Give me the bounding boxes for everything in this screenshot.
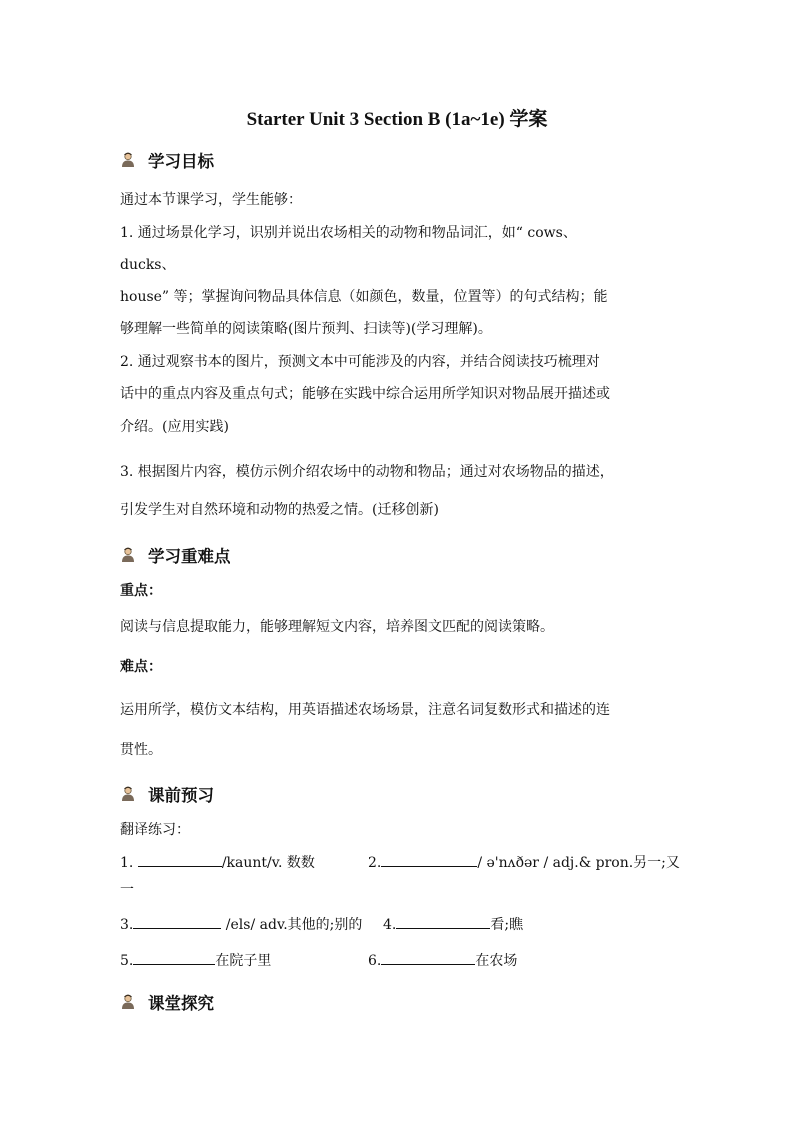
exercise-prompt: 看;瞧 [490,917,524,933]
exercise-3 [120,914,362,935]
exercise-2-wrap: 一 [120,882,134,898]
person-icon [120,152,136,168]
answer-blank[interactable] [381,950,475,965]
page-title: Starter Unit 3 Section B (1a~1e) 学案 [246,109,548,130]
exercise-prompt: /kaunt/v. 数数 [221,855,315,871]
person-icon [120,994,136,1010]
section-heading-text: 学习目标 [148,152,214,171]
goal-1-line-1: 1. 通过场景化学习，识别并说出农场相关的动物和物品词汇，如“ cows、 [120,225,577,241]
section-heading-goals [120,148,214,172]
exercise-number: 5. [120,953,134,969]
difficulty-line-1: 运用所学，模仿文本结构，用英语描述农场场景，注意名词复数形式和描述的连 [120,702,610,718]
exercise-6 [368,950,517,971]
exercise-2 [368,852,680,873]
goal-2-line-3: 介绍。(应用实践) [120,419,229,435]
goal-1-line-3: house” 等；掌握询问物品具体信息（如颜色，数量，位置等）的句式结构；能 [120,289,608,305]
answer-blank[interactable] [396,914,490,929]
exercise-prompt: 在农场 [475,953,518,969]
exercise-prompt: 在院子里 [215,953,272,969]
exercise-number: 6. [368,953,382,969]
goal-2-line-2: 话中的重点内容及重点句式；能够在实践中综合运用所学知识对物品展开描述或 [120,386,610,402]
person-icon [120,786,136,802]
section-heading-text: 课前预习 [148,786,214,805]
answer-blank[interactable] [133,914,221,929]
exercise-number: 4. [383,917,397,933]
goal-1-line-2: ducks、 [120,257,176,273]
exercise-prompt: / ə'nʌðər / adj.& pron.另一;又 [477,855,680,871]
difficulty-line-2: 贯性。 [120,742,162,758]
answer-blank[interactable] [133,950,215,965]
goals-intro: 通过本节课学习，学生能够： [120,192,302,208]
goal-2-line-1: 2. 通过观察书本的图片，预测文本中可能涉及的内容，并结合阅读技巧梳理对 [120,354,600,370]
goal-3-line-1: 3. 根据图片内容，模仿示例介绍农场中的动物和物品；通过对农场物品的描述， [120,464,614,480]
exercise-1 [120,852,315,873]
section-heading-text: 课堂探究 [148,994,214,1013]
exercise-number: 2. [368,855,382,871]
section-heading-explore [120,990,214,1014]
exercise-4 [383,914,523,935]
focus-text: 阅读与信息提取能力，能够理解短文内容，培养图文匹配的阅读策略。 [120,619,554,635]
section-heading-text: 学习重难点 [148,547,231,566]
exercise-number: 1. [120,855,134,871]
person-icon [120,547,136,563]
section-heading-key [120,543,231,567]
difficulty-label: 难点： [120,659,162,675]
exercise-number: 3. [120,917,134,933]
goal-3-line-2: 引发学生对自然环境和动物的热爱之情。(迁移创新) [120,502,439,518]
answer-blank[interactable] [381,852,477,867]
section-heading-preview [120,782,214,806]
exercise-5 [120,950,271,971]
focus-label: 重点： [120,583,162,599]
exercise-prompt: /els/ adv.其他的;别的 [221,917,363,933]
preview-intro: 翻译练习： [120,822,190,838]
goal-1-line-4: 够理解一些简单的阅读策略(图片预判、扫读等)(学习理解)。 [120,321,492,337]
answer-blank[interactable] [138,852,222,867]
